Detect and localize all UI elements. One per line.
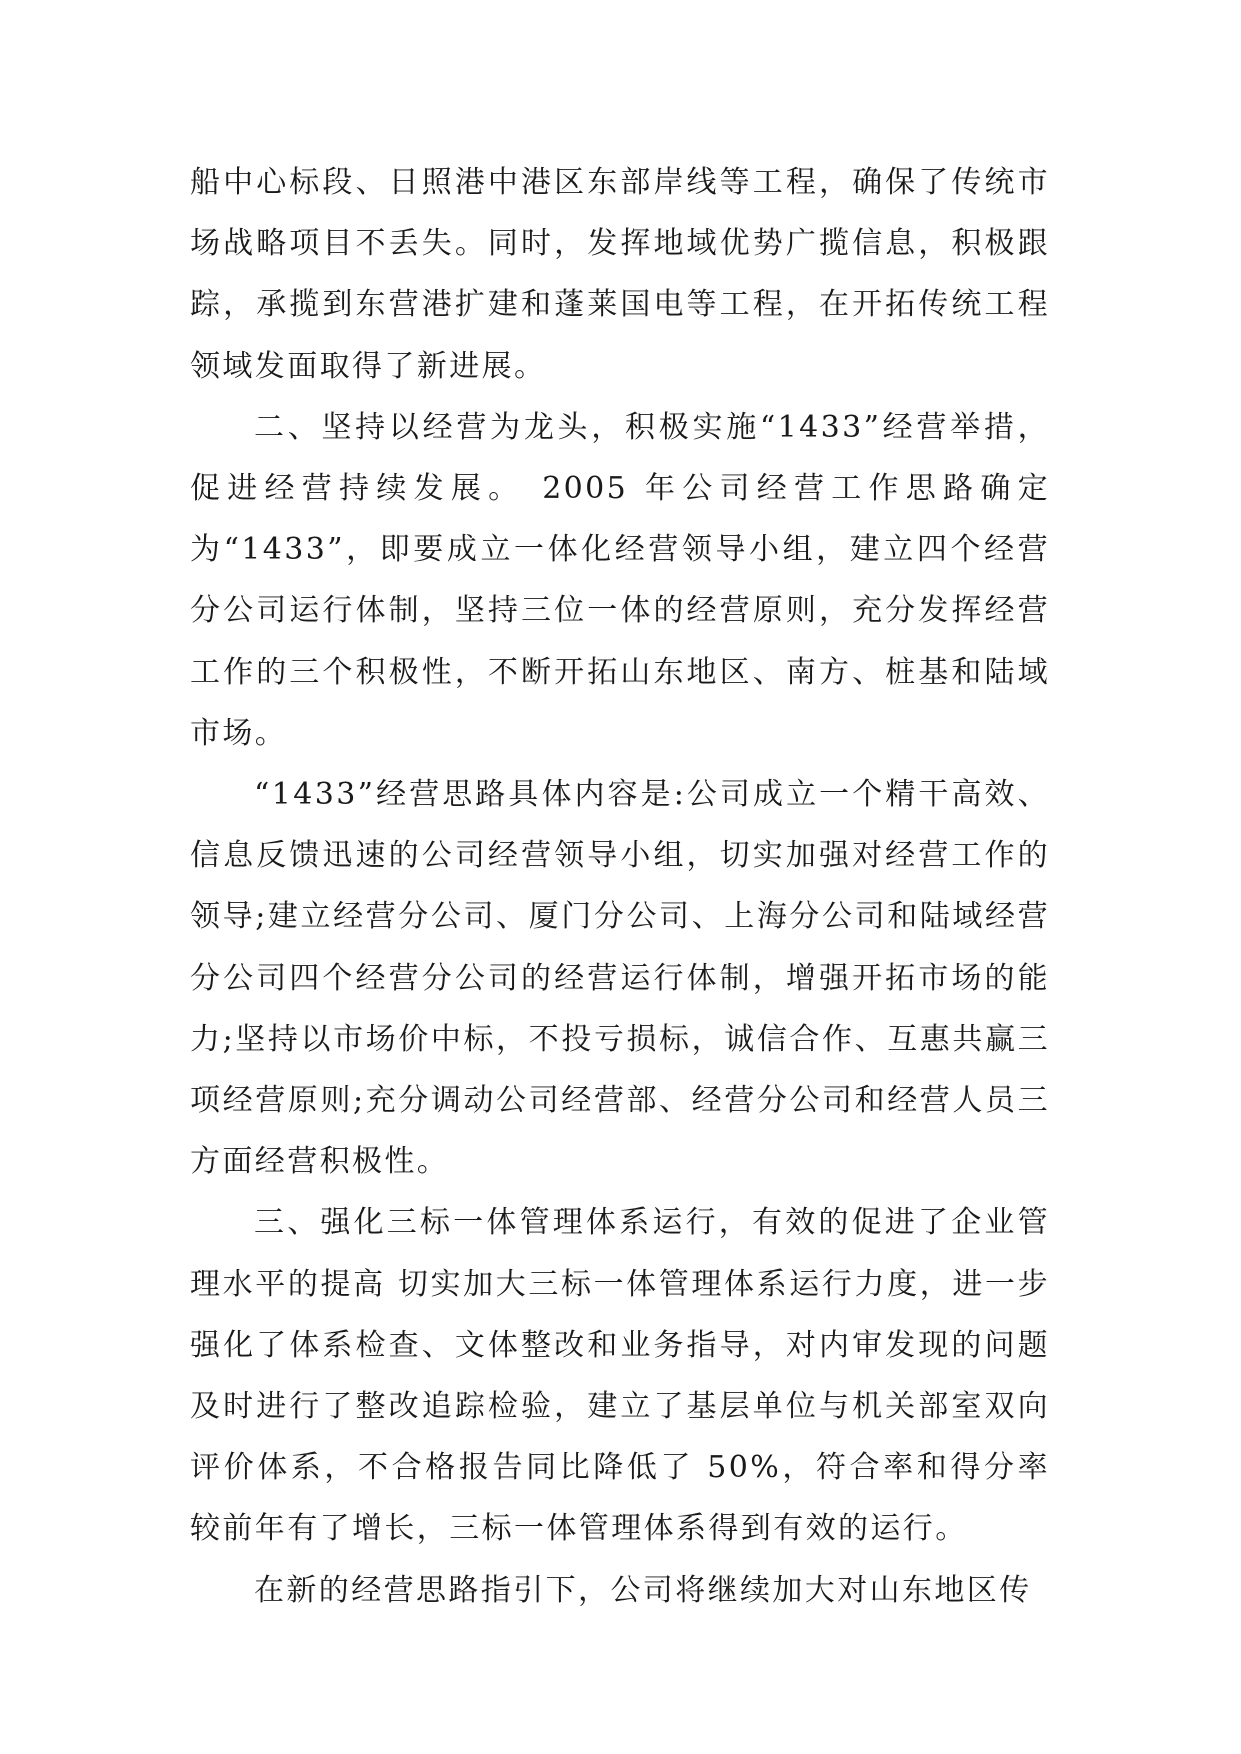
- paragraph-1: 船中心标段、日照港中港区东部岸线等工程，确保了传统市场战略项目不丢失。同时，发挥地域优势广揽信息，积极跟踪，承揽到东营港扩建和蓬莱国电等工程，在开拓传统工程领域发面取得了新进展。: [190, 165, 1050, 384]
- paragraph-3: “1433”经营思路具体内容是:公司成立一个精干高效、信息反馈迅速的公司经营领导小组，切实加强对经营工作的领导;建立经营分公司、厦门分公司、上海分公司和陆域经营分公司四个经营分公司的经营运行体制，增强开拓市场的能力;坚持以市场价中标，不投亏损标，诚信合作、互惠共赢三项经营原则;充分调动公司经营部、经营分公司和经营人员三方面经营积极性。: [190, 777, 1050, 1180]
- paragraph-2: 二、坚持以经营为龙头，积极实施“1433”经营举措，促进经营持续发展。 2005 年公司经营工作思路确定为“1433”，即要成立一体化经营领导小组，建立四个经营分公司运行体制，坚持三位一体的经营原则，充分发挥经营工作的三个积极性，不断开拓山东地区、南方、桩基和陆域市场。: [190, 409, 1050, 751]
- paragraph-5: 在新的经营思路指引下，公司将继续加大对山东地区传: [254, 1572, 1032, 1608]
- paragraph-4: 三、强化三标一体管理体系运行，有效的促进了企业管理水平的提高 切实加大三标一体管理体系运行力度，进一步强化了体系检查、文体整改和业务指导，对内审发现的问题及时进行了整改追踪检验，建立了基层单位与机关部室双向评价体系，不合格报告同比降低了 50%，符合率和得分率较前年有了增长，三标一体管理体系得到有效的运行。: [190, 1205, 1050, 1547]
- document-body: [190, 152, 1050, 1621]
